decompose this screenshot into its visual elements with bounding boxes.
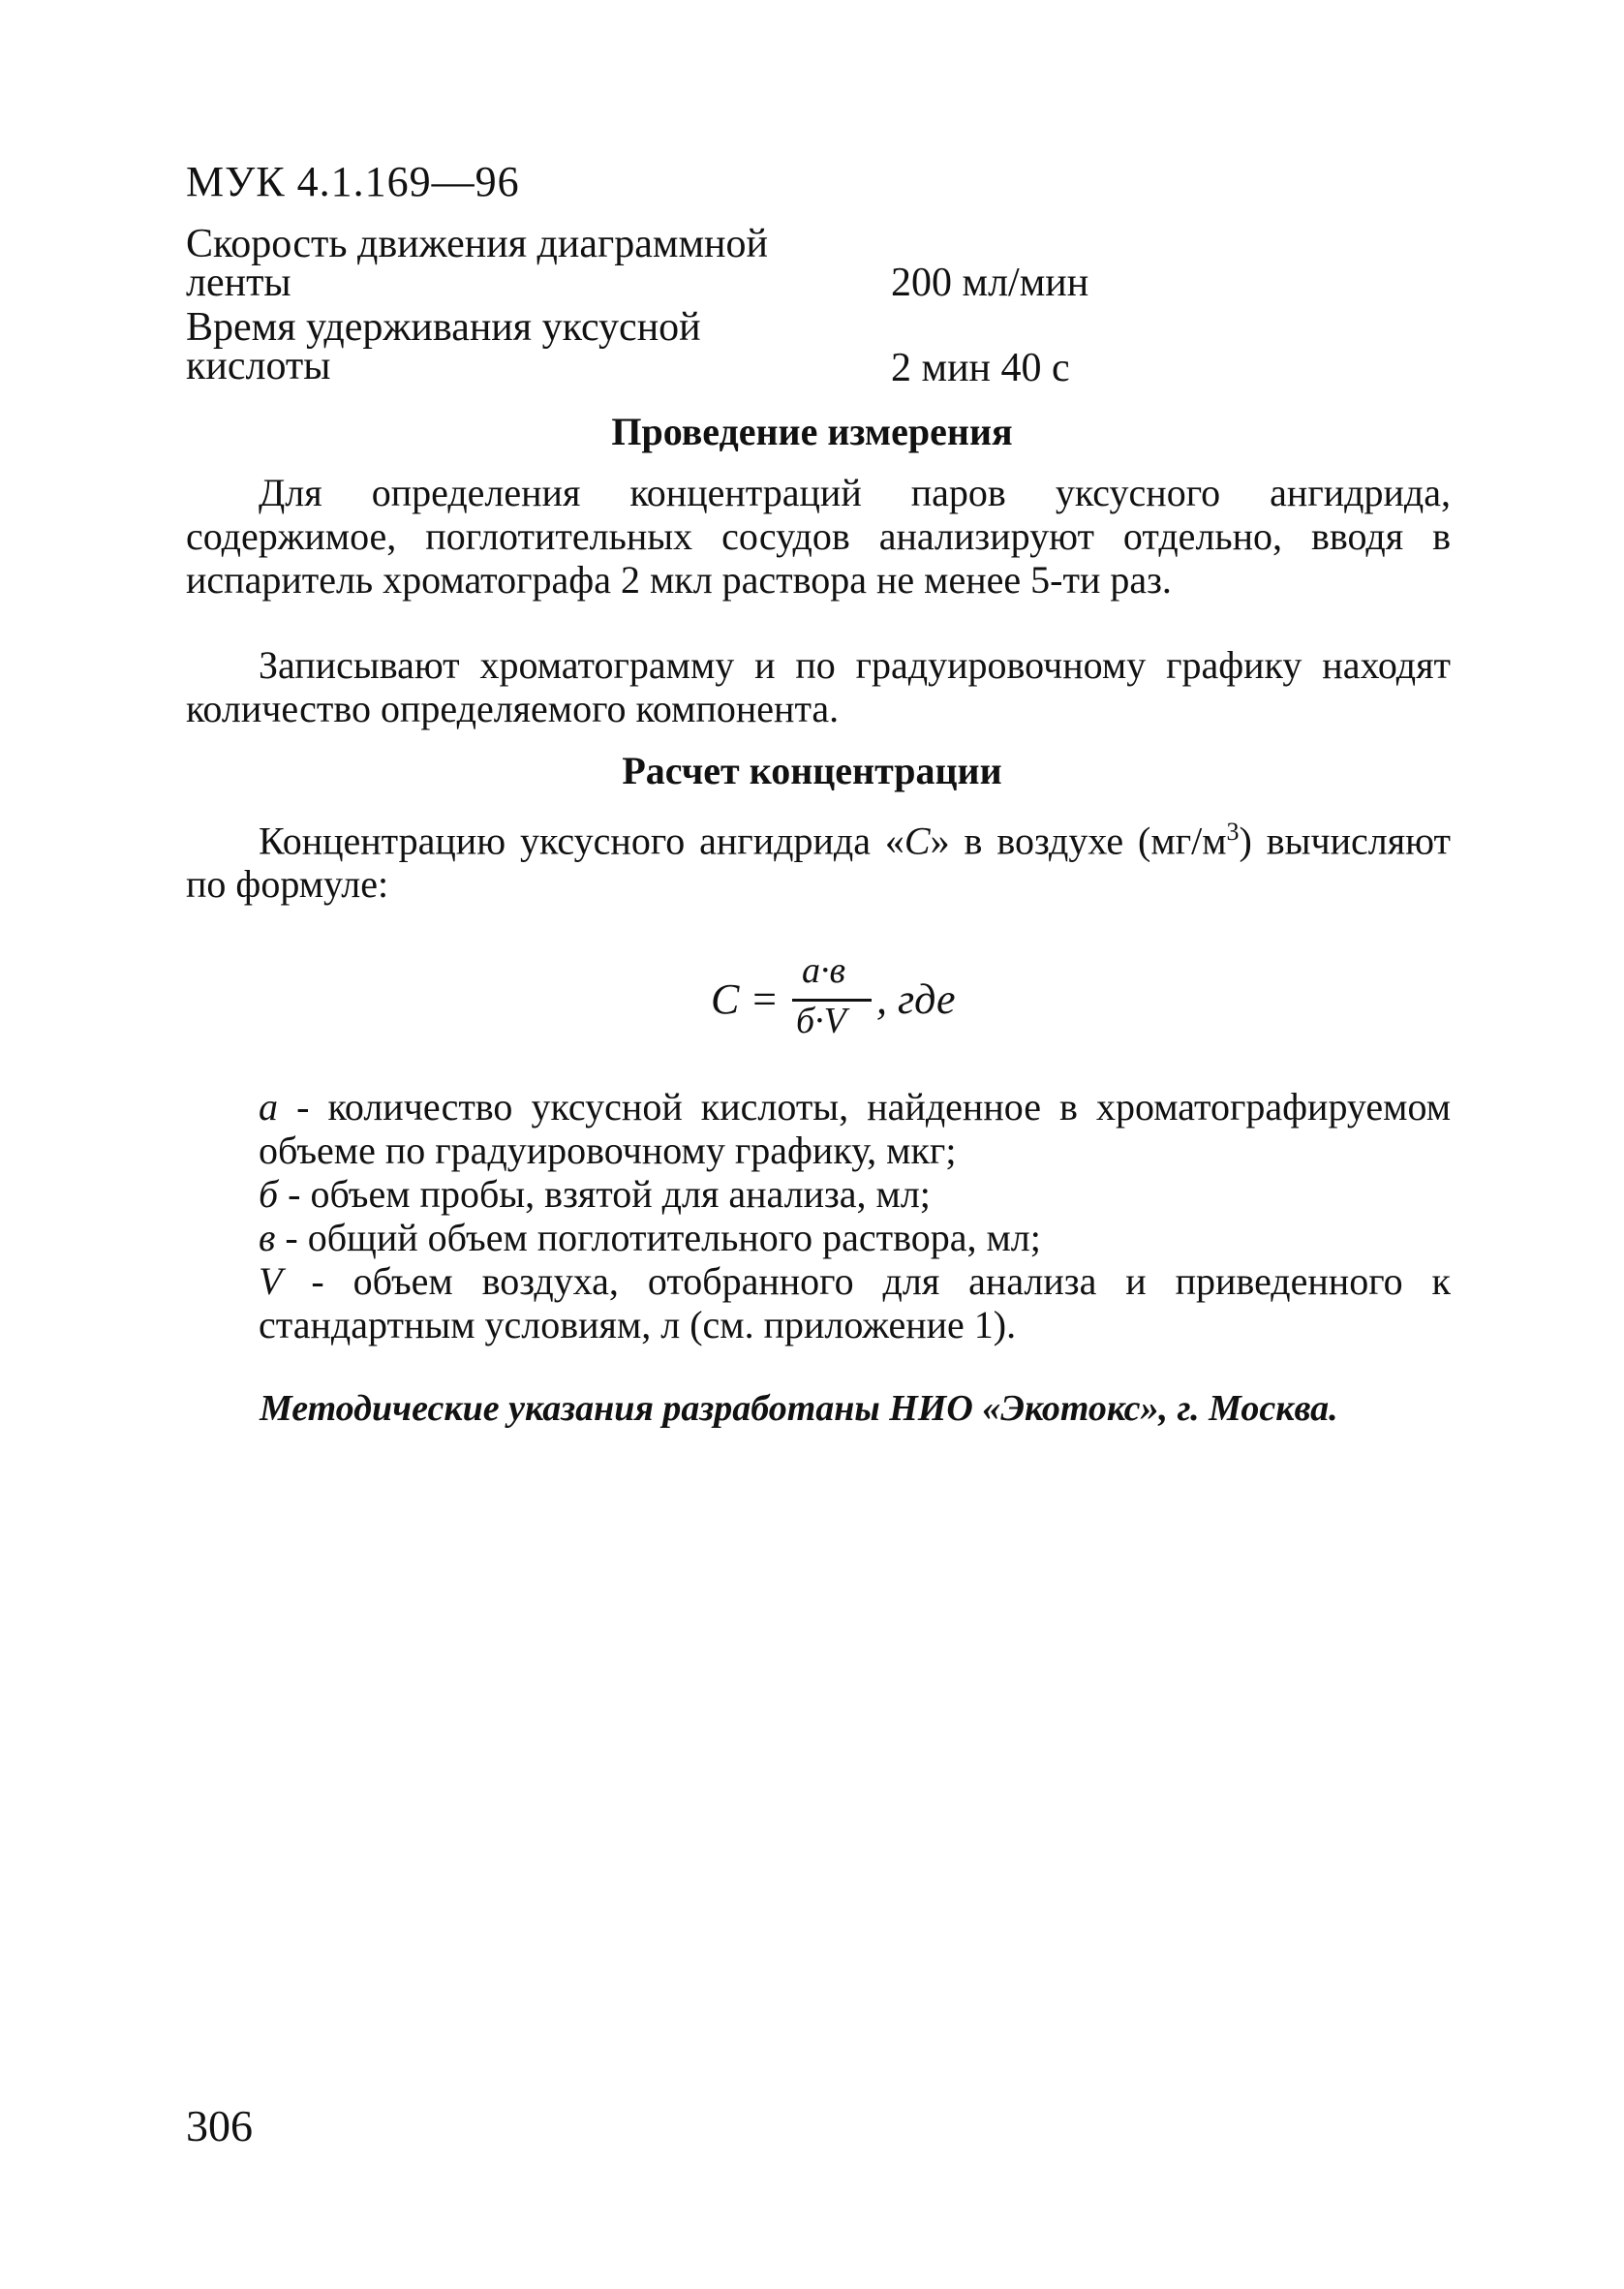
param-label-line: кислоты	[186, 344, 331, 388]
definition-symbol: а	[259, 1085, 278, 1129]
section-heading-measurement: Проведение измерения	[611, 410, 1013, 453]
definition-text: - общий объем поглотительного раствора, мл;	[275, 1216, 1041, 1259]
superscript-3: 3	[1226, 818, 1240, 846]
credit-line: Методические указания разработаны НИО «Экотокс», г. Москва.	[260, 1388, 1338, 1429]
concentration-formula	[0, 949, 1624, 1056]
param-label-line: Время удерживания уксусной	[186, 305, 701, 350]
formula-numerator: а·в	[802, 950, 845, 991]
measurement-paragraph-1	[186, 471, 1451, 602]
definition-symbol: в	[259, 1216, 276, 1259]
param-label-tape-speed	[186, 222, 864, 305]
param-label-line: ленты	[186, 261, 291, 305]
definition-a	[186, 1085, 1451, 1172]
definition-text: - объем пробы, взятой для анализа, мл;	[278, 1172, 931, 1216]
formula-lhs: С =	[711, 975, 780, 1023]
definition-symbol: V	[259, 1259, 283, 1303]
paragraph-text: Записывают хроматограмму и по градуировочному графику находят количество определяемого компонента.	[186, 643, 1451, 730]
formula-denominator: б·V	[796, 1001, 846, 1041]
formula-tail: , где	[876, 975, 956, 1023]
definition-air-volume	[186, 1259, 1451, 1346]
paragraph-text-start: Концентрацию уксусного ангидрида «	[259, 819, 904, 863]
section-heading-calculation: Расчет концентрации	[622, 749, 1002, 792]
paragraph-text-mid: » в воздухе (мг/м	[930, 819, 1227, 863]
definition-v	[186, 1216, 1451, 1259]
document-code: МУК 4.1.169—96	[186, 158, 520, 205]
measurement-paragraph-2	[186, 643, 1451, 730]
variable-c: С	[904, 819, 931, 863]
paragraph-text: Для определения концентраций паров уксусного ангидрида, содержимое, поглотительных сосудов анализируют отдельно, вводя в испаритель хроматографа 2 мкл раствора не менее 5-ти раз.	[186, 471, 1451, 602]
definition-b	[186, 1172, 1451, 1216]
definition-symbol: б	[259, 1172, 279, 1216]
page-number: 306	[186, 2101, 253, 2150]
param-label-line: Скорость движения диаграммной	[186, 222, 769, 266]
param-value-retention-time: 2 мин 40 с	[891, 346, 1070, 390]
variable-definitions	[186, 1085, 1451, 1346]
paragraph-text-end: ) вычисляют по формуле:	[186, 819, 1452, 907]
definition-text: - объем воздуха, отобранного для анализа и приведенного к стандартным условиям, л (см. приложение 1).	[259, 1259, 1451, 1346]
calculation-paragraph	[186, 810, 1451, 906]
param-label-retention-time	[186, 305, 864, 388]
param-value-tape-speed: 200 мл/мин	[891, 261, 1089, 305]
definition-text: - количество уксусной кислоты, найденное в хроматографируемом объеме по градуировочному графику, мкг;	[259, 1085, 1451, 1172]
